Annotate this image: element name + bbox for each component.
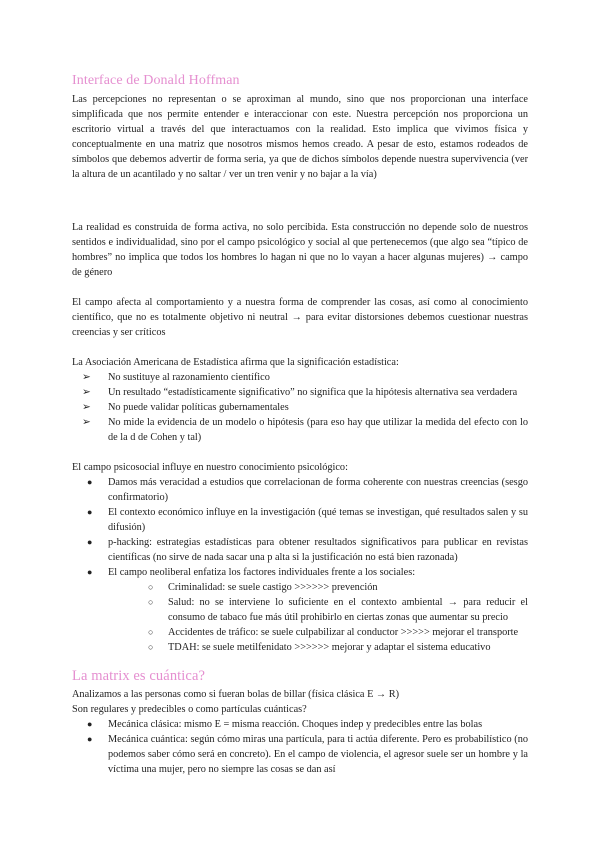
paragraph-reality: La realidad es construida de forma activa, no solo percibida. Esta construcción no depende solo de nuestros sentidos e individualidad, sino por el campo psicológico y social al que pertenecemos (que algo sea “típico de hombres” no implica que todos los hombres lo hagan ni que no lo vayan a hacer algunas mujeres) → campo de género bbox=[72, 222, 528, 278]
bullet-icon: ● bbox=[87, 567, 93, 577]
list-item: ● Mecánica cuántica: según cómo miras una partícula, para ti actúa diferente. Pero es probabilístico (no podemos saber cómo será en concreto). En el campo de violencia, el agresor suele ser un hombre y la víctima una mujer, pero no siempre las cosas se dan así bbox=[87, 734, 528, 775]
circle-bullet-icon: ○ bbox=[148, 582, 154, 592]
asa-list bbox=[72, 370, 528, 445]
list-item: ➢ No sustituye al razonamiento científico bbox=[82, 372, 270, 383]
list-item: ● Mecánica clásica: mismo E = misma reacción. Choques indep y predecibles entre las bolas bbox=[87, 719, 483, 730]
arrow-bullet-icon: ➢ bbox=[82, 372, 91, 383]
paragraph-billiard: Analizamos a las personas como si fueran bolas de billar (física clásica E → R) bbox=[72, 689, 400, 700]
bullet-icon: ● bbox=[87, 507, 93, 517]
circle-bullet-icon: ○ bbox=[148, 642, 154, 652]
bullet-icon: ● bbox=[87, 734, 93, 744]
bullet-icon: ● bbox=[87, 537, 93, 547]
section-title-matrix: La matrix es cuántica? bbox=[72, 668, 206, 684]
section-title-hoffman: Interface de Donald Hoffman bbox=[72, 73, 240, 88]
list-item: ➢ No puede validar políticas gubernamentales bbox=[82, 402, 289, 413]
neoliberal-sublist bbox=[108, 580, 528, 655]
paragraph-perception: Las percepciones no representan o se aproximan al mundo, sino que nos proporcionan una interface simplificada que nos permite entender e interaccionar con este. Nuestra percepción nos proporciona un escritorio virtual a través del que interactuamos con la realidad. Esto implica que vivimos física y conceptualmente en una matriz que nosotros mismos hemos creado. A pesar de esto, estamos rodeados de símbolos que debemos advertir de forma seria, ya que de dichos símbolos depende nuestra supervivencia (ver la altura de un acantilado y no saltar / ver un tren venir y no bajar a la vía) bbox=[72, 94, 528, 180]
psychosocial-list bbox=[72, 475, 528, 655]
arrow-bullet-icon: ➢ bbox=[82, 402, 91, 413]
arrow-bullet-icon: ➢ bbox=[82, 387, 91, 398]
list-item: ● El campo neoliberal enfatiza los factores individuales frente a los sociales: ○ Criminalidad: se suele castigo >>>>>> prevención ○ Salud: no se interviene lo suficiente en el contexto ambiental → para reducir el consumo de tabaco fue más útil prohibirlo en ciertas zonas que aumentar su precio ○ Accidentes de tráfico: se suele culpabilizar al conductor >>>>> mejorar el transporte ○ TDAH: se suele metilfenidato >>>>>> mejorar y adaptar el sistema educativo bbox=[87, 567, 528, 653]
list-item: ● Damos más veracidad a estudios que correlacionan de forma coherente con nuestras creencias (sesgo confirmatorio) bbox=[87, 477, 528, 503]
sub-list-item: ○ TDAH: se suele metilfenidato >>>>>> mejorar y adaptar el sistema educativo bbox=[148, 642, 491, 653]
list-item: ➢ Un resultado “estadísticamente significativo” no significa que la hipótesis alternativa sea verdadera bbox=[82, 387, 518, 398]
bullet-icon: ● bbox=[87, 477, 93, 487]
circle-bullet-icon: ○ bbox=[148, 627, 154, 637]
sub-list-item: ○ Criminalidad: se suele castigo >>>>>> prevención bbox=[148, 582, 378, 593]
mechanics-list bbox=[72, 717, 528, 777]
arrow-bullet-icon: ➢ bbox=[82, 417, 91, 428]
document-page bbox=[72, 72, 528, 777]
circle-bullet-icon: ○ bbox=[148, 597, 154, 607]
sub-list-item: ○ Accidentes de tráfico: se suele culpabilizar al conductor >>>>> mejorar el transporte bbox=[148, 627, 519, 638]
sub-list-item: ○ Salud: no se interviene lo suficiente en el contexto ambiental → para reducir el consumo de tabaco fue más útil prohibirlo en ciertas zonas que aumentar su precio bbox=[148, 597, 528, 623]
list-item: ● El contexto económico influye en la investigación (qué temas se investigan, qué resultados salen y su difusión) bbox=[87, 507, 528, 533]
paragraph-question: Son regulares y predecibles o como partículas cuánticas? bbox=[72, 704, 307, 715]
paragraph-field: El campo afecta al comportamiento y a nuestra forma de comprender las cosas, así como al conocimiento científico, que no es totalmente objetivo ni neutral → para evitar distorsiones debemos cuestionar nuestras creencias y ser críticos bbox=[72, 297, 528, 338]
list-item: ➢ No mide la evidencia de un modelo o hipótesis (para eso hay que utilizar la medida del efecto con lo de la d de Cohen y tal) bbox=[82, 417, 528, 443]
bullet-icon: ● bbox=[87, 719, 93, 729]
paragraph-psychosocial: El campo psicosocial influye en nuestro conocimiento psicológico: bbox=[72, 462, 348, 473]
paragraph-asa: La Asociación Americana de Estadística afirma que la significación estadística: bbox=[72, 357, 399, 368]
list-item: ● p-hacking: estrategias estadísticas para obtener resultados significativos para publicar en revistas científicas (no sirve de nada sacar una p alta si la justificación no está bien razonada) bbox=[87, 537, 528, 563]
